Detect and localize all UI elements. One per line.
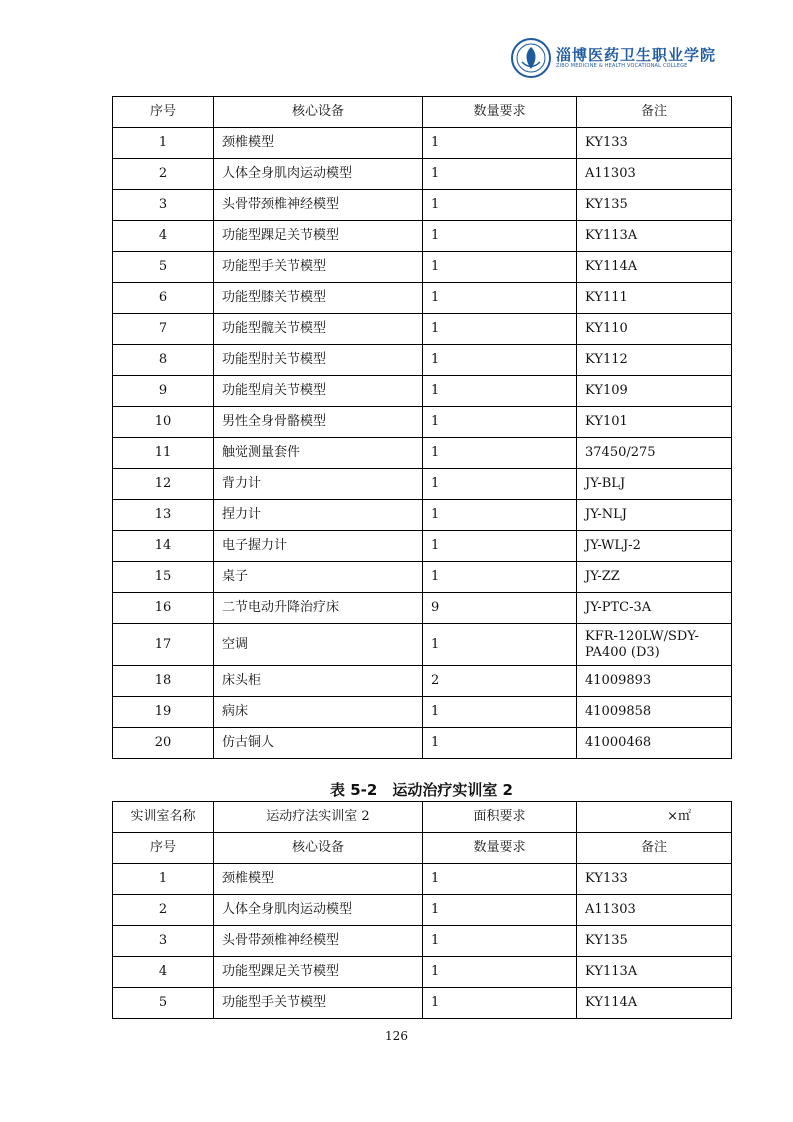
table-row bbox=[113, 957, 732, 988]
quantity-cell: 9 bbox=[423, 593, 577, 624]
header-cell: 备注 bbox=[577, 833, 732, 864]
index-cell: 1 bbox=[113, 128, 214, 159]
equipment-cell: 电子握力计 bbox=[214, 531, 423, 562]
quantity-cell: 1 bbox=[423, 624, 577, 666]
index-cell: 7 bbox=[113, 314, 214, 345]
table-row bbox=[113, 190, 732, 221]
equipment-cell: 功能型肘关节模型 bbox=[214, 345, 423, 376]
equipment-table-2 bbox=[112, 801, 732, 1019]
school-seal-icon bbox=[511, 38, 551, 78]
header-cell: 序号 bbox=[113, 833, 214, 864]
remark-cell: KFR-120LW/SDY-PA400 (D3) bbox=[577, 624, 732, 666]
equipment-cell: 功能型肩关节模型 bbox=[214, 376, 423, 407]
quantity-cell: 1 bbox=[423, 926, 577, 957]
index-cell: 17 bbox=[113, 624, 214, 666]
index-cell: 15 bbox=[113, 562, 214, 593]
equipment-cell: 仿古铜人 bbox=[214, 728, 423, 759]
header-cell: 备注 bbox=[577, 97, 732, 128]
index-cell: 8 bbox=[113, 345, 214, 376]
quantity-cell: 1 bbox=[423, 283, 577, 314]
header-cell: 核心设备 bbox=[214, 833, 423, 864]
equipment-cell: 病床 bbox=[214, 697, 423, 728]
quantity-cell: 1 bbox=[423, 728, 577, 759]
table-row bbox=[113, 438, 732, 469]
equipment-cell: 头骨带颈椎神经模型 bbox=[214, 190, 423, 221]
equipment-cell: 颈椎模型 bbox=[214, 864, 423, 895]
index-cell: 2 bbox=[113, 159, 214, 190]
school-name-english: ZIBO MEDICINE & HEALTH VOCATIONAL COLLEGE bbox=[556, 63, 688, 69]
equipment-cell: 背力计 bbox=[214, 469, 423, 500]
remark-cell: JY-ZZ bbox=[577, 562, 732, 593]
equipment-cell: 人体全身肌肉运动模型 bbox=[214, 159, 423, 190]
index-cell: 4 bbox=[113, 957, 214, 988]
table-row bbox=[113, 728, 732, 759]
table-row bbox=[113, 666, 732, 697]
quantity-cell: 1 bbox=[423, 407, 577, 438]
table-row bbox=[113, 407, 732, 438]
remark-cell: KY112 bbox=[577, 345, 732, 376]
equipment-cell: 人体全身肌肉运动模型 bbox=[214, 895, 423, 926]
quantity-cell: 1 bbox=[423, 562, 577, 593]
quantity-cell: 1 bbox=[423, 159, 577, 190]
index-cell: 16 bbox=[113, 593, 214, 624]
quantity-cell: 1 bbox=[423, 190, 577, 221]
table-row bbox=[113, 283, 732, 314]
remark-cell: A11303 bbox=[577, 159, 732, 190]
quantity-cell: 1 bbox=[423, 128, 577, 159]
remark-cell: KY110 bbox=[577, 314, 732, 345]
index-cell: 5 bbox=[113, 988, 214, 1019]
index-cell: 10 bbox=[113, 407, 214, 438]
table-row bbox=[113, 314, 732, 345]
index-cell: 2 bbox=[113, 895, 214, 926]
equipment-cell: 功能型踝足关节模型 bbox=[214, 221, 423, 252]
index-cell: 6 bbox=[113, 283, 214, 314]
table-row bbox=[113, 926, 732, 957]
room-name-cell: 运动疗法实训室 2 bbox=[214, 802, 423, 833]
equipment-cell: 空调 bbox=[214, 624, 423, 666]
quantity-cell: 1 bbox=[423, 697, 577, 728]
table-header-row bbox=[113, 97, 732, 128]
equipment-cell: 功能型髋关节模型 bbox=[214, 314, 423, 345]
quantity-cell: 1 bbox=[423, 864, 577, 895]
equipment-cell: 二节电动升降治疗床 bbox=[214, 593, 423, 624]
equipment-cell: 功能型手关节模型 bbox=[214, 988, 423, 1019]
table-row bbox=[113, 345, 732, 376]
header-cell: 数量要求 bbox=[423, 97, 577, 128]
quantity-cell: 1 bbox=[423, 895, 577, 926]
remark-cell: JY-PTC-3A bbox=[577, 593, 732, 624]
quantity-cell: 1 bbox=[423, 345, 577, 376]
table-row bbox=[113, 469, 732, 500]
table-row bbox=[113, 624, 732, 666]
table-row bbox=[113, 988, 732, 1019]
table-row bbox=[113, 562, 732, 593]
page-number: 126 bbox=[385, 1029, 408, 1043]
remark-cell: 41000468 bbox=[577, 728, 732, 759]
equipment-cell: 男性全身骨骼模型 bbox=[214, 407, 423, 438]
index-cell: 20 bbox=[113, 728, 214, 759]
remark-cell: KY101 bbox=[577, 407, 732, 438]
header-cell: 序号 bbox=[113, 97, 214, 128]
index-cell: 3 bbox=[113, 190, 214, 221]
quantity-cell: 1 bbox=[423, 376, 577, 407]
table-row bbox=[113, 864, 732, 895]
table-row bbox=[113, 593, 732, 624]
equipment-cell: 桌子 bbox=[214, 562, 423, 593]
index-cell: 13 bbox=[113, 500, 214, 531]
quantity-cell: 1 bbox=[423, 314, 577, 345]
equipment-cell: 触觉测量套件 bbox=[214, 438, 423, 469]
area-value-cell: ×㎡ bbox=[577, 802, 732, 833]
remark-cell: KY114A bbox=[577, 252, 732, 283]
equipment-cell: 功能型踝足关节模型 bbox=[214, 957, 423, 988]
index-cell: 18 bbox=[113, 666, 214, 697]
remark-cell: JY-NLJ bbox=[577, 500, 732, 531]
table-row bbox=[113, 531, 732, 562]
remark-cell: KY133 bbox=[577, 128, 732, 159]
index-cell: 3 bbox=[113, 926, 214, 957]
equipment-cell: 捏力计 bbox=[214, 500, 423, 531]
remark-cell: 41009858 bbox=[577, 697, 732, 728]
remark-cell: JY-BLJ bbox=[577, 469, 732, 500]
remark-cell: 41009893 bbox=[577, 666, 732, 697]
index-cell: 1 bbox=[113, 864, 214, 895]
quantity-cell: 1 bbox=[423, 531, 577, 562]
table-row bbox=[113, 159, 732, 190]
quantity-cell: 1 bbox=[423, 221, 577, 252]
header-cell: 数量要求 bbox=[423, 833, 577, 864]
header-cell: 核心设备 bbox=[214, 97, 423, 128]
table-row bbox=[113, 128, 732, 159]
quantity-cell: 1 bbox=[423, 957, 577, 988]
equipment-cell: 床头柜 bbox=[214, 666, 423, 697]
area-label-cell: 面积要求 bbox=[423, 802, 577, 833]
quantity-cell: 1 bbox=[423, 252, 577, 283]
quantity-cell: 1 bbox=[423, 988, 577, 1019]
table-header-row bbox=[113, 833, 732, 864]
remark-cell: KY133 bbox=[577, 864, 732, 895]
equipment-cell: 功能型膝关节模型 bbox=[214, 283, 423, 314]
table-caption: 表 5-2 运动治疗实训室 2 bbox=[330, 781, 513, 799]
index-cell: 5 bbox=[113, 252, 214, 283]
index-cell: 9 bbox=[113, 376, 214, 407]
table-row bbox=[113, 221, 732, 252]
remark-cell: KY109 bbox=[577, 376, 732, 407]
equipment-cell: 功能型手关节模型 bbox=[214, 252, 423, 283]
equipment-cell: 颈椎模型 bbox=[214, 128, 423, 159]
remark-cell: KY113A bbox=[577, 221, 732, 252]
index-cell: 4 bbox=[113, 221, 214, 252]
remark-cell: A11303 bbox=[577, 895, 732, 926]
school-logo bbox=[511, 38, 717, 78]
quantity-cell: 1 bbox=[423, 469, 577, 500]
equipment-table-1 bbox=[112, 96, 732, 759]
table-row bbox=[113, 697, 732, 728]
remark-cell: JY-WLJ-2 bbox=[577, 531, 732, 562]
index-cell: 19 bbox=[113, 697, 214, 728]
quantity-cell: 1 bbox=[423, 500, 577, 531]
quantity-cell: 2 bbox=[423, 666, 577, 697]
room-info-row bbox=[113, 802, 732, 833]
remark-cell: KY135 bbox=[577, 926, 732, 957]
remark-cell: KY135 bbox=[577, 190, 732, 221]
table-row bbox=[113, 500, 732, 531]
remark-cell: KY114A bbox=[577, 988, 732, 1019]
index-cell: 12 bbox=[113, 469, 214, 500]
school-name: 淄博医药卫生职业学院 bbox=[556, 46, 717, 64]
quantity-cell: 1 bbox=[423, 438, 577, 469]
room-label-cell: 实训室名称 bbox=[113, 802, 214, 833]
equipment-cell: 头骨带颈椎神经模型 bbox=[214, 926, 423, 957]
table-row bbox=[113, 895, 732, 926]
index-cell: 14 bbox=[113, 531, 214, 562]
remark-cell: KY113A bbox=[577, 957, 732, 988]
remark-cell: KY111 bbox=[577, 283, 732, 314]
table-row bbox=[113, 376, 732, 407]
remark-cell: 37450/275 bbox=[577, 438, 732, 469]
index-cell: 11 bbox=[113, 438, 214, 469]
table-row bbox=[113, 252, 732, 283]
